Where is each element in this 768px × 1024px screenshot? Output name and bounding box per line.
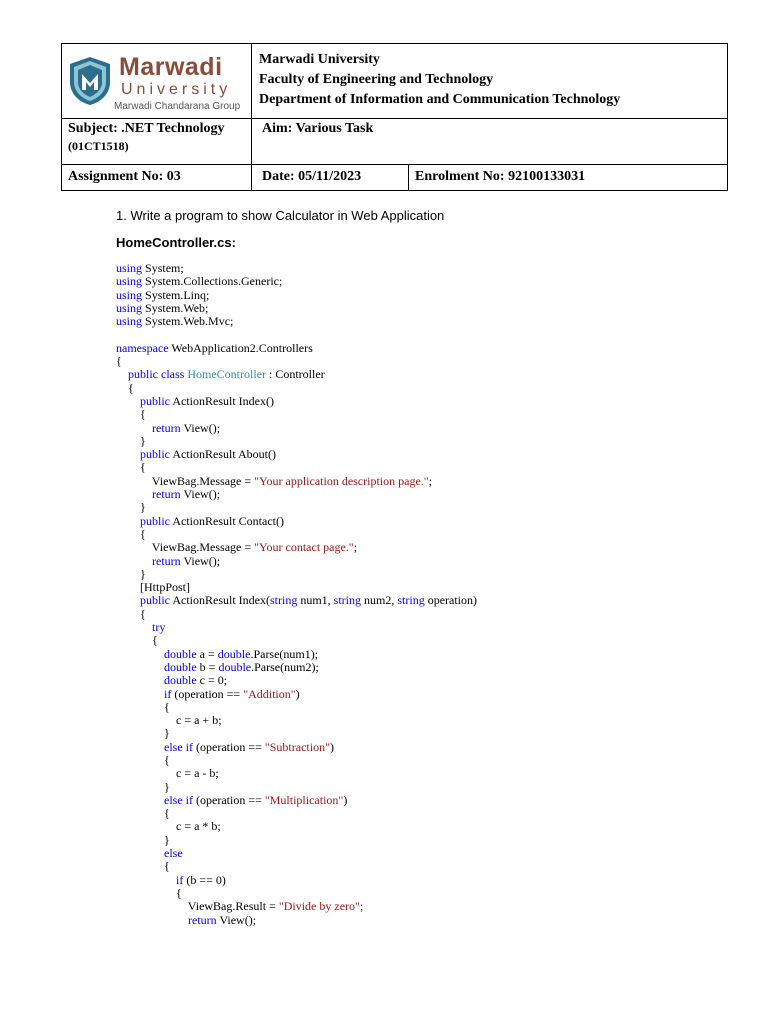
- code-token: System;: [142, 261, 184, 275]
- code-line: [116, 555, 477, 568]
- code-line: [116, 528, 477, 541]
- code-token: using: [116, 314, 143, 329]
- code-token: namespace: [116, 340, 169, 355]
- code-token: else if: [164, 792, 193, 807]
- assignment-cell: [62, 165, 252, 191]
- code-line: [116, 368, 477, 381]
- code-line: [116, 315, 477, 328]
- code-token: {: [116, 752, 170, 767]
- code-token: try: [152, 620, 166, 635]
- code-token: ActionResult Index(): [170, 393, 274, 408]
- code-line: [116, 275, 477, 288]
- code-token: a =: [196, 646, 218, 661]
- code-token: using: [116, 274, 143, 289]
- code-line: [116, 754, 477, 767]
- code-token: double: [164, 673, 197, 688]
- code-line: [116, 900, 477, 913]
- code-token: [116, 673, 164, 687]
- code-token: double: [217, 646, 251, 661]
- code-token: c = a + b;: [116, 713, 222, 728]
- code-token: "Multiplication": [264, 792, 344, 807]
- logo-name: Marwadi: [119, 53, 223, 81]
- code-token: (operation ==: [193, 792, 265, 807]
- code-token: using: [116, 300, 143, 315]
- code-block: [116, 262, 477, 927]
- subject-cell: [62, 119, 252, 165]
- code-token: if: [176, 872, 184, 887]
- code-token: ViewBag.Message =: [116, 540, 255, 555]
- code-line: [116, 648, 477, 661]
- code-token: public: [140, 593, 170, 608]
- university-cell: [252, 44, 728, 119]
- task-heading: 1. Write a program to show Calculator in Web Application: [116, 208, 445, 223]
- code-token: .Parse(num2);: [251, 659, 319, 674]
- code-line: [116, 461, 477, 474]
- code-token: double: [164, 659, 197, 674]
- code-token: double: [218, 659, 252, 674]
- code-line: [116, 408, 477, 421]
- code-token: (b == 0): [183, 872, 226, 887]
- code-token: public: [140, 393, 170, 408]
- university-logo: [68, 53, 248, 112]
- code-token: "Divide by zero": [278, 899, 360, 914]
- code-line: [116, 262, 477, 275]
- code-line: [116, 714, 477, 727]
- code-line: [116, 807, 477, 820]
- code-line: [116, 914, 477, 927]
- code-token: string: [333, 593, 362, 608]
- code-token: [116, 740, 164, 754]
- subject-code: (01CT1518): [68, 139, 129, 153]
- code-token: {: [116, 806, 170, 821]
- enrolment-cell: [409, 165, 728, 191]
- code-token: }: [116, 500, 146, 515]
- university-name: Marwadi University: [259, 52, 380, 67]
- code-token: c = a * b;: [116, 819, 221, 834]
- code-line: [116, 568, 477, 581]
- code-line: [116, 794, 477, 807]
- logo-sub: University: [121, 81, 232, 98]
- code-line: [116, 674, 477, 687]
- faculty-name: Faculty of Engineering and Technology: [259, 72, 494, 87]
- code-token: WebApplication2.Controllers: [168, 340, 313, 355]
- code-line: [116, 860, 477, 873]
- code-line: [116, 395, 477, 408]
- date-label: Date: 05/11/2023: [262, 169, 362, 184]
- code-token: .Parse(num1);: [250, 646, 319, 661]
- code-line: [116, 688, 477, 701]
- assignment-label: Assignment No: 03: [68, 169, 181, 184]
- code-token: ActionResult About(): [170, 447, 276, 462]
- code-line: [116, 515, 477, 528]
- subject-label: Subject: .NET Technology: [68, 121, 225, 136]
- code-line: [116, 594, 477, 607]
- code-line: [116, 820, 477, 833]
- code-line: [116, 355, 477, 368]
- code-token: else: [164, 846, 183, 861]
- code-token: System.Web.Mvc;: [142, 314, 234, 329]
- code-line: [116, 781, 477, 794]
- code-token: "Addition": [243, 686, 296, 701]
- code-token: }: [116, 433, 146, 448]
- code-line: [116, 727, 477, 740]
- code-token: }: [116, 779, 170, 794]
- code-token: [116, 793, 164, 807]
- code-token: [116, 913, 188, 927]
- code-token: "Your contact page.": [254, 540, 354, 555]
- code-token: [116, 421, 152, 435]
- code-line: [116, 608, 477, 621]
- code-token: View();: [180, 420, 221, 435]
- code-line: [116, 874, 477, 887]
- code-token: {: [116, 354, 122, 369]
- code-line: [116, 847, 477, 860]
- code-token: return: [152, 553, 181, 568]
- code-line: [116, 701, 477, 714]
- code-token: : Controller: [265, 367, 325, 382]
- code-token: {: [116, 460, 146, 475]
- code-token: using: [116, 261, 143, 275]
- code-token: ;: [428, 473, 433, 488]
- code-token: View();: [180, 487, 221, 502]
- code-token: [116, 647, 164, 661]
- code-token: return: [152, 420, 181, 435]
- code-token: using: [116, 287, 143, 302]
- code-line: [116, 382, 477, 395]
- code-token: [116, 620, 152, 634]
- code-token: [116, 487, 152, 501]
- code-token: ActionResult Index(: [170, 593, 270, 608]
- code-token: if: [164, 686, 172, 701]
- code-token: {: [116, 606, 146, 621]
- code-token: public: [140, 447, 170, 462]
- department-name: Department of Information and Communication Technology: [259, 92, 621, 107]
- code-line: [116, 435, 477, 448]
- code-line: [116, 422, 477, 435]
- code-token: string: [269, 593, 298, 608]
- code-token: c = 0;: [196, 673, 228, 688]
- code-token: num1,: [297, 593, 334, 608]
- code-token: ;: [359, 899, 364, 914]
- code-line: [116, 634, 477, 647]
- code-token: public: [140, 513, 170, 528]
- code-line: [116, 581, 477, 594]
- code-token: "Subtraction": [264, 739, 330, 754]
- code-token: [116, 593, 140, 607]
- code-line: [116, 501, 477, 514]
- code-token: ;: [353, 540, 358, 555]
- code-token: HomeController: [187, 367, 266, 382]
- code-token: [HttpPost]: [116, 580, 191, 595]
- code-line: [116, 621, 477, 634]
- code-token: (operation ==: [193, 739, 265, 754]
- code-line: [116, 767, 477, 780]
- code-line: [116, 887, 477, 900]
- code-token: View();: [180, 553, 221, 568]
- code-token: ): [329, 739, 334, 754]
- code-token: ): [295, 686, 300, 701]
- code-token: [116, 846, 164, 860]
- code-token: [116, 447, 140, 461]
- code-line: [116, 488, 477, 501]
- code-token: return: [152, 487, 181, 502]
- aim-cell: [252, 119, 728, 165]
- code-line: [116, 302, 477, 315]
- code-token: [116, 367, 128, 381]
- enrolment-label: Enrolment No: 92100133031: [415, 169, 586, 184]
- code-token: View();: [216, 912, 257, 927]
- code-token: System.Collections.Generic;: [142, 274, 283, 289]
- logo-cell: [62, 44, 252, 119]
- code-line: [116, 741, 477, 754]
- code-token: (operation ==: [171, 686, 244, 701]
- code-token: ): [343, 792, 348, 807]
- code-token: ActionResult Contact(): [170, 513, 284, 528]
- code-line: [116, 834, 477, 847]
- code-token: [116, 687, 164, 701]
- code-line: [116, 661, 477, 674]
- code-token: num2,: [361, 593, 398, 608]
- shield-icon: [68, 56, 112, 106]
- code-token: System.Web;: [142, 300, 209, 315]
- code-line: [116, 328, 477, 341]
- code-token: return: [188, 912, 217, 927]
- code-token: }: [116, 832, 170, 847]
- logo-group: Marwadi Chandarana Group: [114, 101, 241, 112]
- code-token: ViewBag.Result =: [116, 899, 279, 914]
- code-line: [116, 342, 477, 355]
- code-line: [116, 289, 477, 302]
- code-token: double: [164, 646, 197, 661]
- code-line: [116, 448, 477, 461]
- code-token: {: [116, 526, 146, 541]
- code-token: {: [116, 859, 170, 874]
- code-token: {: [116, 633, 158, 648]
- code-token: {: [116, 407, 146, 422]
- code-line: [116, 475, 477, 488]
- file-label: HomeController.cs:: [116, 235, 236, 250]
- code-token: System.Linq;: [142, 287, 210, 302]
- code-token: public class: [128, 367, 185, 382]
- code-token: [116, 394, 140, 408]
- code-token: }: [116, 726, 170, 741]
- code-token: [116, 554, 152, 568]
- code-token: c = a - b;: [116, 766, 219, 781]
- code-token: [116, 514, 140, 528]
- code-line: [116, 541, 477, 554]
- code-token: else if: [164, 739, 193, 754]
- header-table: [61, 43, 728, 191]
- code-token: "Your application description page.": [254, 473, 429, 488]
- code-token: [116, 660, 164, 674]
- code-token: b =: [196, 659, 219, 674]
- code-token: }: [116, 566, 146, 581]
- aim-label: Aim: Various Task: [262, 121, 374, 136]
- code-token: ViewBag.Message =: [116, 473, 255, 488]
- code-token: operation): [424, 593, 478, 608]
- code-token: {: [116, 699, 170, 714]
- date-cell: [252, 165, 409, 191]
- code-token: {: [116, 380, 134, 395]
- code-token: string: [397, 593, 425, 608]
- code-token: {: [116, 885, 182, 900]
- code-token: [116, 873, 176, 887]
